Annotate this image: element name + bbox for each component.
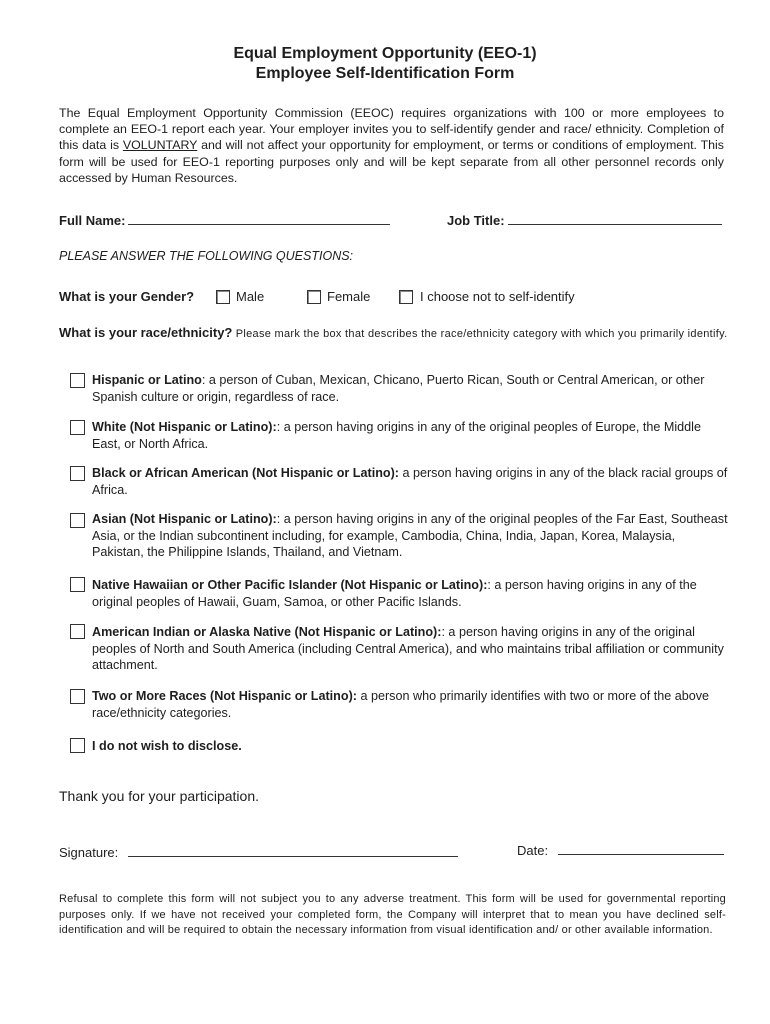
job-title-label: Job Title: [447, 213, 505, 228]
race-no-disclose-checkbox[interactable] [70, 738, 85, 753]
race-option-label: White (Not Hispanic or Latino): [92, 420, 277, 434]
race-option-white [92, 419, 728, 452]
race-hispanic-checkbox[interactable] [70, 373, 85, 388]
race-option-label: Hispanic or Latino [92, 373, 202, 387]
race-option-no-disclose [92, 738, 728, 755]
job-title-row [447, 213, 722, 228]
race-option-black [92, 465, 728, 498]
gender-female-label: Female [327, 289, 371, 304]
gender-no-identify-checkbox[interactable] [399, 290, 413, 304]
gender-question [59, 289, 194, 304]
race-option-desc: : a person having origins in any of the original peoples of the Far East, Southeast Asia, or the Indian subcontinent including, for example, Cambodia, China, India, Japan, Korea, Malaysia, Pakistan, the Philippine Islands, Thailand, and Vietnam. [92, 512, 728, 559]
race-black-checkbox[interactable] [70, 466, 85, 481]
form-title: Equal Employment Opportunity (EEO-1) [233, 45, 537, 62]
voluntary-emphasis: VOLUNTARY [122, 138, 198, 153]
gender-no-identify-label: I choose not to self-identify [420, 289, 575, 304]
race-option-label: Two or More Races (Not Hispanic or Latino): [92, 689, 357, 703]
race-option-desc: : a person of Cuban, Mexican, Chicano, Puerto Rican, South or Central American, or other Spanish culture or origin, regardless of race. [92, 373, 705, 404]
race-option-desc: a person who primarily identifies with two or more of the above race/ethnicity categories. [92, 689, 710, 720]
race-two-or-more-checkbox[interactable] [70, 689, 85, 704]
signature-label: Signature: [59, 845, 119, 860]
race-option-label: Asian (Not Hispanic or Latino): [92, 512, 277, 526]
race-option-label: I do not wish to disclose. [92, 739, 242, 753]
footer-disclaimer: Refusal to complete this form will not subject you to any adverse treatment. This form will be used for governmental reporting purposes only. If we have not received your completed form, the Company will interpret that to mean you have declined self-identification and will be required to obtain the necessary information from visual identification and/ or other available information. [59, 893, 726, 936]
race-option-american-indian [92, 624, 728, 674]
race-pacific-islander-checkbox[interactable] [70, 577, 85, 592]
full-name-label: Full Name: [59, 213, 126, 228]
intro-paragraph [59, 105, 724, 186]
intro-text-1: The Equal Employment Opportunity Commission (EEOC) requires organizations with 100 or more employees to complete an EEO-1 report each year. Your employer invites you to self-identify gender and race/ ethnicity. Completion of this data is [59, 106, 724, 153]
date-field[interactable] [558, 843, 724, 855]
thank-you-text: Thank you for your participation. [59, 788, 259, 804]
race-american-indian-checkbox[interactable] [70, 624, 85, 639]
gender-female-checkbox[interactable] [307, 290, 321, 304]
race-asian-checkbox[interactable] [70, 513, 85, 528]
gender-question-label: What is your Gender? [59, 289, 195, 304]
full-name-row [59, 213, 390, 228]
race-question-label: What is your race/ethnicity? [59, 325, 233, 340]
form-subtitle: Employee Self-Identification Form [255, 65, 515, 82]
gender-male-label: Male [236, 289, 265, 304]
race-option-two-or-more [92, 688, 728, 721]
signature-field[interactable] [128, 845, 458, 857]
race-option-label: Native Hawaiian or Other Pacific Islander (Not Hispanic or Latino): [92, 578, 488, 592]
intro-text-2: and will not affect your opportunity for employment, or terms or conditions of employment. This form will be used for EEO-1 reporting purposes only and will be kept separate from all other personnel records only accessed by Human Resources. [59, 138, 724, 185]
race-option-hispanic [92, 372, 728, 405]
race-option-desc: : a person having origins in any of the original peoples of Hawaii, Guam, Samoa, or other Pacific Islands. [92, 578, 697, 609]
job-title-field[interactable] [508, 213, 722, 225]
date-row [517, 843, 724, 858]
race-option-label: Black or African American (Not Hispanic or Latino): [92, 466, 399, 480]
signature-row [59, 845, 458, 860]
full-name-field[interactable] [128, 213, 390, 225]
race-option-desc: : a person having origins in any of the original peoples of North and South America (including Central America), and who maintains tribal affiliation or community attachment. [92, 625, 724, 672]
race-question [59, 325, 729, 342]
race-option-label: American Indian or Alaska Native (Not Hispanic or Latino): [92, 625, 442, 639]
race-question-detail: Please mark the box that describes the race/ethnicity category with which you primarily identify. [232, 328, 728, 340]
instructions: PLEASE ANSWER THE FOLLOWING QUESTIONS: [59, 249, 354, 263]
race-option-asian [92, 511, 728, 561]
date-label: Date: [517, 843, 549, 858]
race-option-pacific-islander [92, 577, 728, 610]
race-option-desc: a person having origins in any of the black racial groups of Africa. [92, 466, 728, 497]
gender-male-checkbox[interactable] [216, 290, 230, 304]
race-white-checkbox[interactable] [70, 420, 85, 435]
race-option-desc: : a person having origins in any of the original peoples of Europe, the Middle East, or North Africa. [92, 420, 701, 451]
